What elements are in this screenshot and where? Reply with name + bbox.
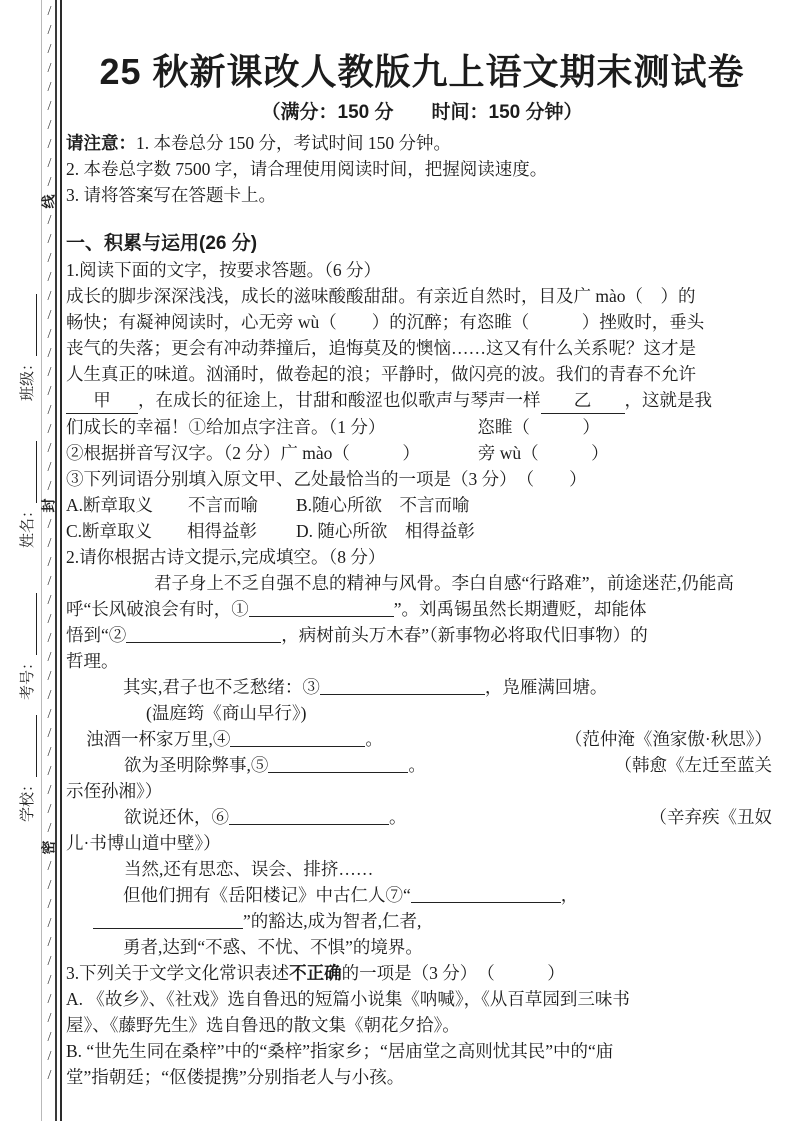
answer-blank-8 [93,913,243,929]
field-class [17,261,37,401]
q1-sub3-line: ③下列词语分别填入原文甲、乙处最恰当的一项是（3 分） （ ） [66,469,587,489]
seal-slash-mark: / [47,1011,52,1026]
seal-slash-mark: / [47,289,52,304]
seal-slash-mark: / [47,365,52,380]
blank-yi: 乙 [541,387,625,414]
q2-l10-period: 。 [389,807,407,827]
q3-stem-post: 的一项是（3 分） （ ） [341,963,565,983]
q2-line-14 [66,908,778,934]
q2-line-13 [66,882,778,908]
seal-slash-mark: / [47,1030,52,1045]
q2-l8-period: 。 [408,755,426,775]
field-name-label: 姓名： [20,502,36,548]
q1-option-a: A.断章取义 不言而喻 [66,495,259,515]
notice-item-1: 1. 本卷总分 150 分，考试时间 150 分钟。 [136,133,451,153]
q2-l7-left [86,726,383,752]
q2-l7-text: 浊酒一杯家万里,④ [86,729,231,749]
seal-slash-mark: / [47,99,52,114]
field-class-label: 班级： [20,355,36,401]
seal-slash-mark: / [47,308,52,323]
seal-slash-mark: / [47,1049,52,1064]
seal-slash-mark: / [47,42,52,57]
seal-slash-mark: / [47,1068,52,1083]
field-examno-label: 考号： [20,654,36,700]
q1-sub2-text: ②根据拼音写汉字。（2 分）广 mào（ ） [66,443,420,463]
q2-l8-text: 欲为圣明除弊事,⑤ [124,755,269,775]
field-name-blank [22,441,37,503]
answer-blank-6 [229,809,389,825]
q2-line-5 [66,674,778,700]
q2-line-15: 勇者,达到“不惑、不忧、不惧”的境界。 [123,937,423,957]
q2-l8-citation: （韩愈《左迁至蓝关 [614,755,772,775]
field-school-label: 学校： [20,776,36,822]
seal-slash-mark: / [47,213,52,228]
seal-slash-mark: / [47,935,52,950]
seal-slash-mark: / [47,764,52,779]
answer-blank-3 [320,679,485,695]
seal-slash-mark: / [47,479,52,494]
q2-line-12: 当然,还有思恋、误会、排挤…… [124,859,374,879]
answer-blank-2 [126,627,281,643]
q1-passage-line-2: 畅快；有凝神阅读时，心无旁 wù（ ）的沉醉；有恣睢（ ）挫败时，垂头 [66,312,705,332]
seal-slash-mark: / [47,745,52,760]
answer-blank-4 [230,731,365,747]
seal-slash-mark: / [47,555,52,570]
field-school [17,682,37,822]
q1-option-c: C.断章取义 相得益彰 [66,521,258,541]
q2-l13-comma: ， [560,885,579,905]
seal-margin-thin-rule [41,0,42,1121]
q2-line-6-citation: (温庭筠《商山早行》) [146,703,307,723]
notice-label: 请注意： [66,133,136,153]
q1-sub1-zisui: 恣睢（ ） [477,417,600,437]
seal-slash-mark: / [47,973,52,988]
paper-title: 25 秋新课改人教版九上语文期末测试卷 [99,51,745,92]
q2-line-8 [66,752,778,778]
q2-line-1: 君子身上不乏自强不息的精神与风骨。李白自感“行路难”，前途迷茫,仍能高 [154,573,734,593]
q1-sub2-pangwu: 旁 wù（ ） [477,443,609,463]
seal-character: 线 [42,194,57,209]
q1-passage-line-4: 人生真正的味道。汹涌时，做卷起的浪；平静时，做闪亮的波。我们的青春不允许 [66,364,696,384]
field-examno [17,560,37,700]
q2-line-7 [66,726,778,752]
q3-option-b-line-2: 堂”指朝廷；“伛偻提携”分别指老人与小孩。 [66,1067,405,1087]
q2-l7-period: 。 [365,729,383,749]
notice-line-1 [66,130,778,156]
q2-stem: 2.请你根据古诗文提示,完成填空。（8 分） [66,547,386,567]
notice-line-3: 3. 请将答案写在答题卡上。 [66,185,276,205]
seal-slash-mark: / [47,707,52,722]
seal-slash-mark: / [47,232,52,247]
seal-slash-mark: / [47,593,52,608]
seal-slash-mark: / [47,137,52,152]
seal-slash-mark: / [47,574,52,589]
q2-l3-text-1: 悟到“② [66,625,127,645]
q1-p5-text-1: ，在成长的征途上，甘甜和酸涩也似歌声与琴声一样 [138,390,541,410]
paper-content [66,0,778,1090]
seal-slash-mark: / [47,859,52,874]
q1-options-row-2 [66,518,778,544]
q1-p5-text-2: ，这就是我 [624,390,712,410]
seal-slash-mark: / [47,821,52,836]
seal-slash-mark: / [47,4,52,19]
paper-subtitle: （满分：150 分 时间：150 分钟） [261,102,583,123]
notice-line-2: 2. 本卷总字数 7500 字，请合理使用阅读时间，把握阅读速度。 [66,159,548,179]
q1-option-d: D. 随心所欲 相得益彰 [296,521,475,541]
q1-passage-line-3: 丧气的失落；更会有冲动莽撞后，追悔莫及的懊恼……这又有什么关系呢？这才是 [66,338,696,358]
section-1-heading: 一、积累与运用(26 分) [66,233,258,254]
q2-l5-text-2: ，凫雁满回塘。 [484,677,608,697]
q2-l5-text-1: 其实,君子也不乏愁绪：③ [123,677,320,697]
q2-l2-text-2: ”。刘禹锡虽然长期遭贬，却能体 [393,599,647,619]
seal-slash-mark: / [47,536,52,551]
seal-slash-mark: / [47,992,52,1007]
seal-slash-mark: / [47,631,52,646]
seal-slash-mark: / [47,327,52,342]
seal-slash-mark: / [47,156,52,171]
seal-slash-mark: / [47,650,52,665]
seal-slash-mark: / [47,175,52,190]
seal-slash-mark: / [47,517,52,532]
q1-passage-line-1: 成长的脚步深深浅浅，成长的滋味酸酸甜甜。有亲近自然时，目及广 mào（ ）的 [66,286,696,306]
q3-option-a-line-1: A. 《故乡》、《社戏》选自鲁迅的短篇小说集《呐喊》，《从百草园到三味书 [66,989,630,1009]
q2-line-9-citation: 示侄孙湘》） [66,781,163,801]
seal-slash-mark: / [47,403,52,418]
q2-line-10 [66,804,778,830]
seal-margin-rule-inner [60,0,62,1121]
q1-passage-line-5 [66,387,778,414]
q2-l10-left [124,804,407,830]
q3-stem-pre: 3.下列关于文学文化常识表述 [66,963,290,983]
seal-slash-mark: / [47,954,52,969]
q1-sub1-text: 们成长的幸福！①给加点字注音。（1 分） [66,417,386,437]
q2-line-11-citation: 儿·书博山道中壁》） [66,833,221,853]
q2-line-2 [66,596,778,622]
seal-slash-mark: / [47,688,52,703]
field-examno-blank [22,593,37,655]
q2-line-3 [66,622,778,648]
seal-slash-mark: / [47,669,52,684]
answer-blank-1 [249,601,394,617]
seal-slash-mark: / [47,726,52,741]
q3-stem-emphasis: 不正确 [289,963,342,983]
seal-slash-mark: / [47,916,52,931]
q2-l10-citation: （辛弃疾《丑奴 [649,807,772,827]
q2-l10-text: 欲说还休，⑥ [124,807,229,827]
seal-slash-mark: / [47,23,52,38]
q1-option-b: B.随心所欲 不言而喻 [296,495,470,515]
q3-option-a-line-2: 屋》、《藤野先生》选自鲁迅的散文集《朝花夕拾》。 [66,1015,460,1035]
answer-blank-5 [268,757,408,773]
seal-slash-mark: / [47,878,52,893]
seal-slash-mark: / [47,270,52,285]
q1-sub2-line [66,440,778,466]
seal-slash-mark: / [47,783,52,798]
seal-slash-mark: / [47,612,52,627]
q2-l13-text: 但他们拥有《岳阳楼记》中古仁人⑦“ [123,885,411,905]
seal-slash-mark: / [47,251,52,266]
seal-slash-mark: / [47,422,52,437]
seal-slash-mark: / [47,384,52,399]
q1-sub1-line [66,414,778,440]
seal-slash-mark: / [47,61,52,76]
seal-slash-mark: / [47,460,52,475]
q2-l2-text-1: 呼“长风破浪会有时，① [66,599,249,619]
seal-slash-mark: / [47,441,52,456]
q2-l8-left [124,752,426,778]
seal-slash-mark: / [47,346,52,361]
seal-slash-mark: / [47,118,52,133]
q2-line-4: 哲理。 [66,651,119,671]
answer-blank-7 [411,887,561,903]
field-name [17,408,37,548]
field-school-blank [22,715,37,777]
q1-stem: 1.阅读下面的文字，按要求答题。（6 分） [66,260,381,280]
seal-slash-mark: / [47,80,52,95]
field-class-blank [22,294,37,356]
q3-stem [66,960,778,986]
blank-jia: 甲 [66,387,138,414]
notices-block [66,130,778,208]
q1-options-row-1 [66,492,778,518]
q2-l14-text: ”的豁达,成为智者,仁者, [243,911,422,931]
q2-l7-citation: （范仲淹《渔家傲·秋思》） [564,729,772,749]
q2-l3-text-2: ，病树前头万木春”（新事物必将取代旧事物）的 [281,625,648,645]
seal-slash-mark: / [47,897,52,912]
q3-option-b-line-1: B. “世先生同在桑梓”中的“桑梓”指家乡；“居庙堂之高则忧其民”中的“庙 [66,1041,614,1061]
seal-line-column [43,2,56,1085]
seal-slash-mark: / [47,802,52,817]
seal-character: 封 [42,498,57,513]
seal-character: 密 [42,840,57,855]
